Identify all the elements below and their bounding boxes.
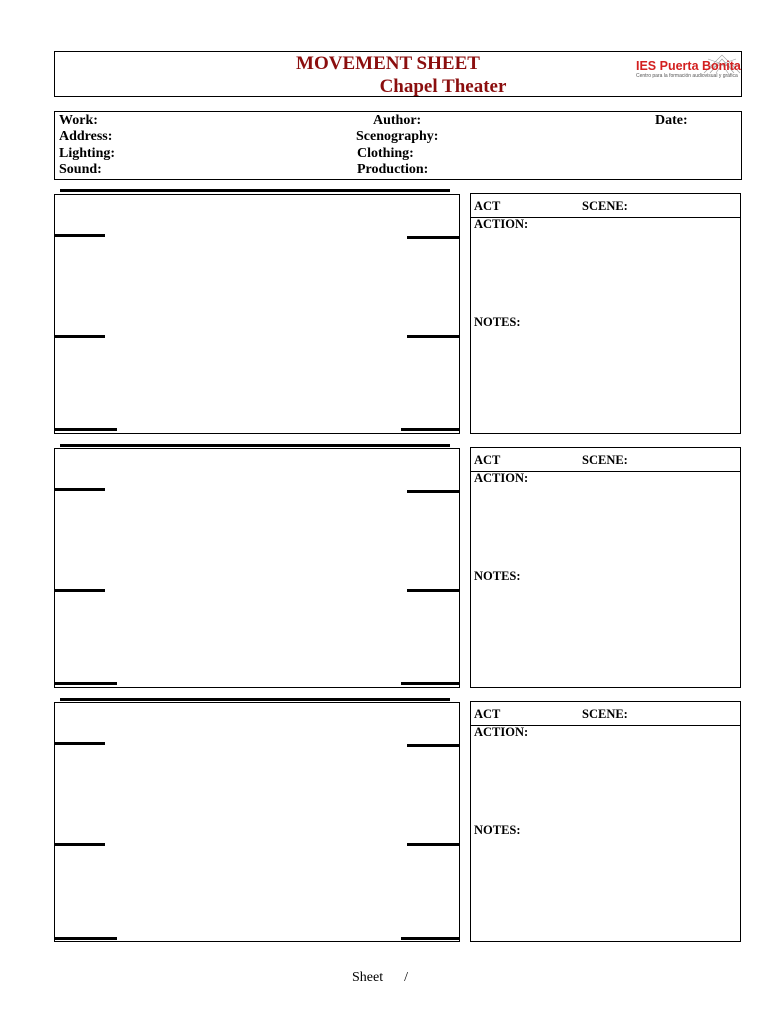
wing-mark-right [407,490,459,493]
stage-diagram [54,194,460,434]
wing-mark-right [401,937,459,940]
author-label: Author: [373,113,422,128]
wing-mark-right [407,335,459,338]
notes-label: NOTES: [474,569,521,583]
act-label: ACT [474,199,501,213]
action-label: ACTION: [474,471,529,485]
page-footer [352,970,408,986]
date-label: Date: [655,113,688,128]
wing-mark-right [407,744,459,747]
action-label: ACTION: [474,217,529,231]
wing-mark-left [54,742,105,745]
act-label: ACT [474,707,501,721]
stage-diagram [54,448,460,688]
sheet-label: Sheet [352,970,384,985]
scene-label: SCENE: [582,453,628,467]
wing-mark-left [54,234,105,237]
notes-label: NOTES: [474,823,521,837]
page-subtitle: Chapel Theater [379,76,507,97]
work-label: Work: [59,113,98,128]
wing-mark-left [54,682,117,685]
stage-front-line [60,444,450,447]
wing-mark-left [54,428,117,431]
sheet-separator: / [404,970,408,985]
notes-label: NOTES: [474,315,521,329]
wing-mark-right [407,236,459,239]
sound-label: Sound: [59,162,102,177]
address-label: Address: [59,129,113,144]
stage-diagram [54,702,460,942]
wing-mark-right [401,682,459,685]
wing-mark-right [401,428,459,431]
wing-mark-right [407,589,459,592]
scene-label: SCENE: [582,199,628,213]
wing-mark-right [407,843,459,846]
scene-notes-box [470,447,741,688]
scene-label: SCENE: [582,707,628,721]
clothing-label: Clothing: [357,146,414,161]
act-label: ACT [474,453,501,467]
stage-front-line [60,698,450,701]
scenography-label: Scenography: [356,129,439,144]
wing-mark-left [54,937,117,940]
action-label: ACTION: [474,725,529,739]
stage-front-line [60,189,450,192]
scene-notes-box [470,701,741,942]
scene-notes-box [470,193,741,434]
page-title: MOVEMENT SHEET [296,53,480,74]
logo-tagline: Centro para la formación audiovisual y gráfica [636,73,738,79]
logo-name: IES Puerta Bonita [636,59,741,73]
production-label: Production: [357,162,429,177]
wing-mark-left [54,335,105,338]
wing-mark-left [54,488,105,491]
wing-mark-left [54,843,105,846]
school-logo [634,53,742,81]
lighting-label: Lighting: [59,146,116,161]
wing-mark-left [54,589,105,592]
